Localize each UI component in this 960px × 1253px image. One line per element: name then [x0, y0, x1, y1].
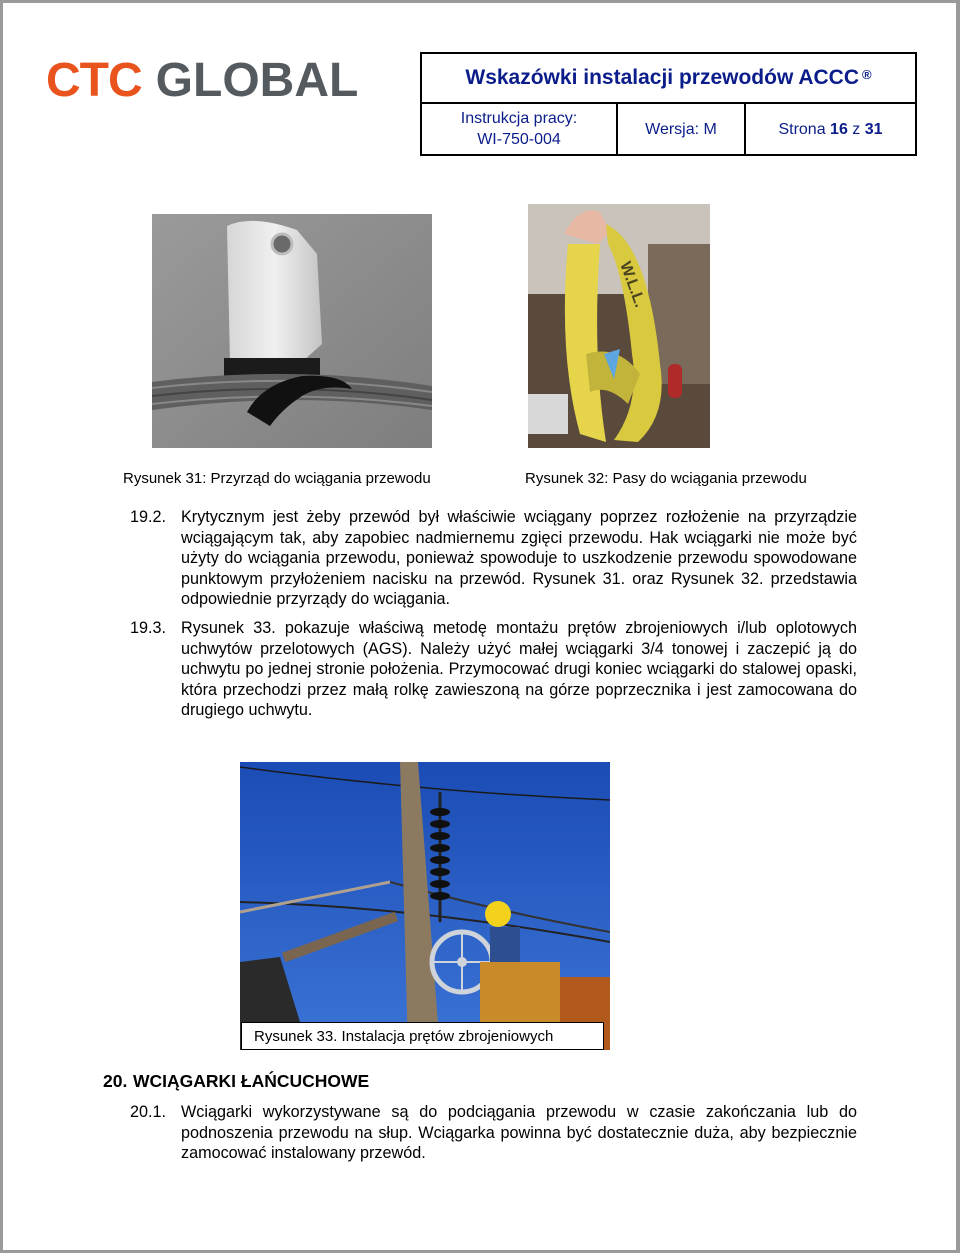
paragraph-19-2: [130, 507, 857, 610]
paragraph-text: Krytycznym jest żeby przewód był właściwie wciągany poprzez rozłożenie na przyrządzie wciągającym tak, aby zapobiec nadmiernemu zgięci przewodu. Hak wciągarki nie może być użyty do wciągania przewodu, ponieważ spowoduje to uszkodzenie przewodu spowodowane punktowym przyłożeniem nacisku na przewód. Rysunek 31. oraz Rysunek 32. przedstawia odpowiednie przyrządy do wciągania.: [181, 508, 857, 609]
figure-31-photo: [152, 214, 432, 448]
work-instruction-label: Instrukcja pracy:: [460, 110, 578, 127]
header-info-row: [422, 104, 915, 154]
pulling-device-image: [152, 214, 432, 448]
paragraph-number: 19.3.: [130, 619, 167, 637]
page-number-cell: [746, 104, 915, 154]
section-number: 20.: [103, 1071, 128, 1091]
figure-31-caption: Rysunek 31: Przyrząd do wciągania przewodu: [123, 470, 431, 487]
work-instruction-id: WI-750-004: [477, 131, 561, 148]
pulling-straps-image: [528, 204, 710, 448]
figure-33-caption: [241, 1022, 604, 1050]
registered-mark: ®: [862, 66, 872, 82]
rod-installation-image: [240, 762, 610, 1050]
paragraph-19-3: [130, 618, 857, 721]
svg-text:W.L.L.: W.L.L.: [616, 259, 649, 310]
figure-33-photo: [240, 762, 610, 1050]
document-title-text: Wskazówki instalacji przewodów ACCC: [465, 66, 860, 89]
paragraph-text: Wciągarki wykorzystywane są do podciągania przewodu w czasie zakończania lub do podnoszenia przewodu na słup. Wciągarka powinna być dostatecznie duża, aby bezpiecznie zamocować instalowany przewód.: [181, 1103, 857, 1163]
document-header-table: [420, 52, 917, 156]
section-title-text: WCIĄGARKI ŁAŃCUCHOWE: [133, 1071, 370, 1091]
figure-32-photo: [528, 204, 710, 448]
version-text: Wersja: M: [645, 120, 717, 138]
logo-global-text: GLOBAL: [155, 53, 359, 107]
work-instruction-cell: [422, 104, 618, 154]
figure-32-caption: Rysunek 32: Pasy do wciągania przewodu: [525, 470, 807, 487]
paragraph-number: 19.2.: [130, 508, 167, 526]
paragraph-text: Rysunek 33. pokazuje właściwą metodę montażu prętów zbrojeniowych i/lub oplotowych uchwytów przelotowych (AGS). Należy użyć małej wciągarki 3/4 tonowej i zaczepić ją do uchwytu po jednej stronie położenia. Przymocować drugi koniec wciągarki do stalowej opaski, która przechodzi przez małą rolkę zawieszoną na górze poprzecznika i jest zamocowana do drugiego uchwytu.: [181, 619, 857, 720]
logo-ctc-text: CTC: [46, 53, 142, 107]
paragraph-number: 20.1.: [130, 1103, 167, 1121]
section-heading: [103, 1071, 369, 1092]
figure-33-caption-text: Rysunek 33. Instalacja prętów zbrojeniowych: [254, 1027, 554, 1045]
paragraph-20-1: [130, 1102, 857, 1164]
ctc-global-logo: [46, 52, 358, 108]
document-title: [422, 54, 915, 104]
page-number: Strona 16 z 31: [778, 120, 883, 138]
version-cell: [618, 104, 746, 154]
